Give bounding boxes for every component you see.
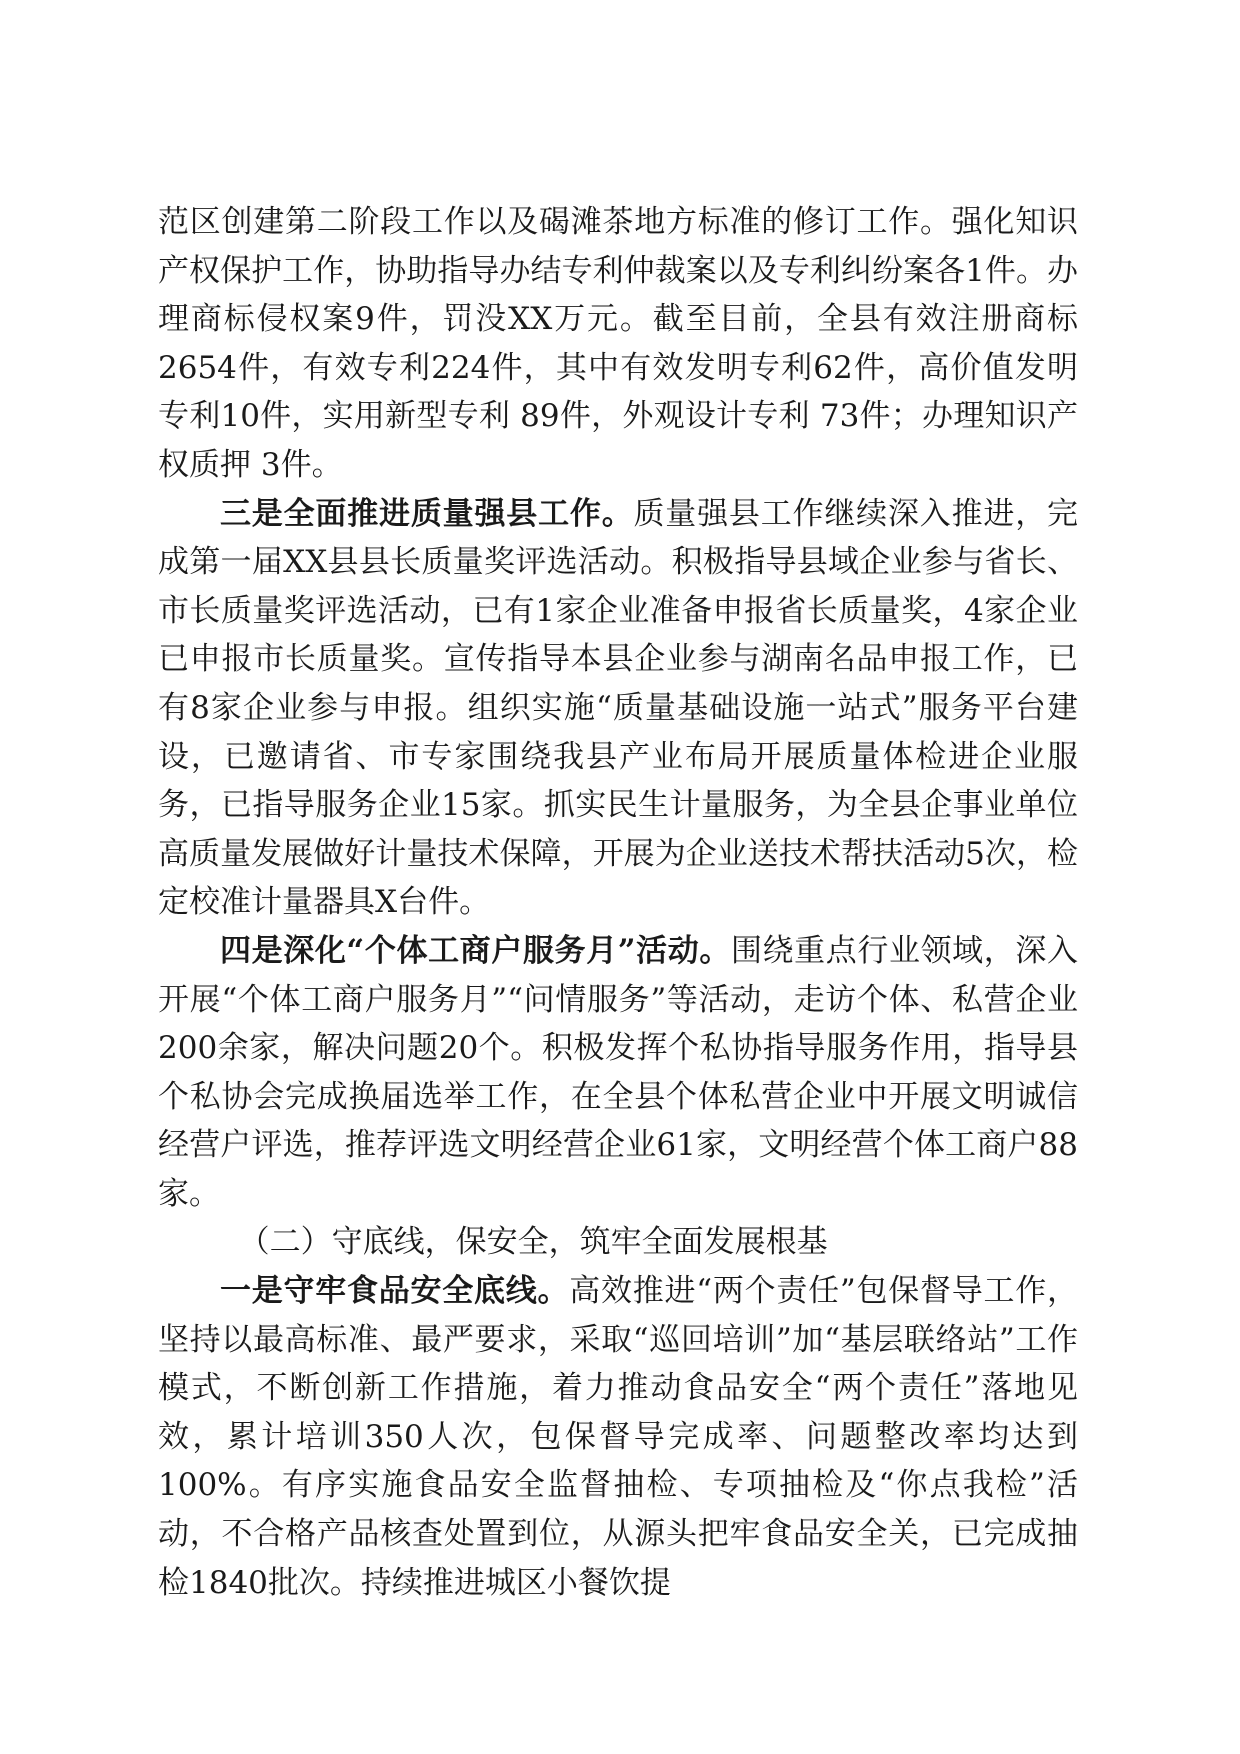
document-body xyxy=(158,198,1078,1607)
paragraph-lead: 三是全面推进质量强县工作。 xyxy=(220,495,634,532)
paragraph-service-month xyxy=(158,927,1078,1219)
section-heading xyxy=(158,1218,1078,1267)
paragraph-lead: 四是深化“个体工商户服务月”活动。 xyxy=(220,932,731,969)
paragraph-quality-county xyxy=(158,490,1078,927)
paragraph-food-safety xyxy=(158,1267,1078,1607)
section-heading-text: （二）守底线，保安全，筑牢全面发展根基 xyxy=(238,1224,828,1261)
paragraph-text: 范区创建第二阶段工作以及碣滩茶地方标准的修订工作。强化知识产权保护工作，协助指导办结专利仲裁案以及专利纠纷案各1件。办理商标侵权案9件，罚没XX万元。截至目前，全县有效注册商标 2654件，有效专利224件，其中有效发明专利62件，高价值发明专利10件，实用新型专利 89件，外观设计专利 73件；办理知识产权质押 3件。 xyxy=(158,204,1078,483)
paragraph-lead: 一是守牢食品安全底线。 xyxy=(220,1273,570,1310)
paragraph-text: 质量强县工作继续深入推进，完成第一届XX县县长质量奖评选活动。积极指导县域企业参与省长、市长质量奖评选活动，已有1家企业准备申报省长质量奖，4家企业已申报市长质量奖。宣传指导本县企业参与湖南名品申报工作，已有8家企业参与申报。组织实施“质量基础设施一站式”服务平台建设，已邀请省、市专家围绕我县产业布局开展质量体检进企业服务，已指导服务企业15家。抓实民生计量服务，为全县企事业单位高质量发展做好计量技术保障，开展为企业送技术帮扶活动5次，检定校准计量器具X台件。 xyxy=(158,495,1078,921)
paragraph-continuation xyxy=(158,198,1078,490)
paragraph-text: 高效推进“两个责任”包保督导工作，坚持以最高标准、最严要求，采取“巡回培训”加“基层联络站”工作模式，不断创新工作措施，着力推动食品安全“两个责任”落地见效，累计培训350人次，包保督导完成率、问题整改率均达到100%。有序实施食品安全监督抽检、专项抽检及“你点我检”活动，不合格产品核查处置到位，从源头把牢食品安全关，已完成抽检1840批次。持续推进城区小餐饮提 xyxy=(158,1273,1079,1601)
paragraph-text: 围绕重点行业领域，深入开展“个体工商户服务月”“问情服务”等活动，走访个体、私营企业200余家，解决问题20个。积极发挥个私协指导服务作用，指导县个私协会完成换届选举工作，在全县个体私营企业中开展文明诚信经营户评选，推荐评选文明经营企业61家，文明经营个体工商户88家。 xyxy=(158,932,1078,1212)
